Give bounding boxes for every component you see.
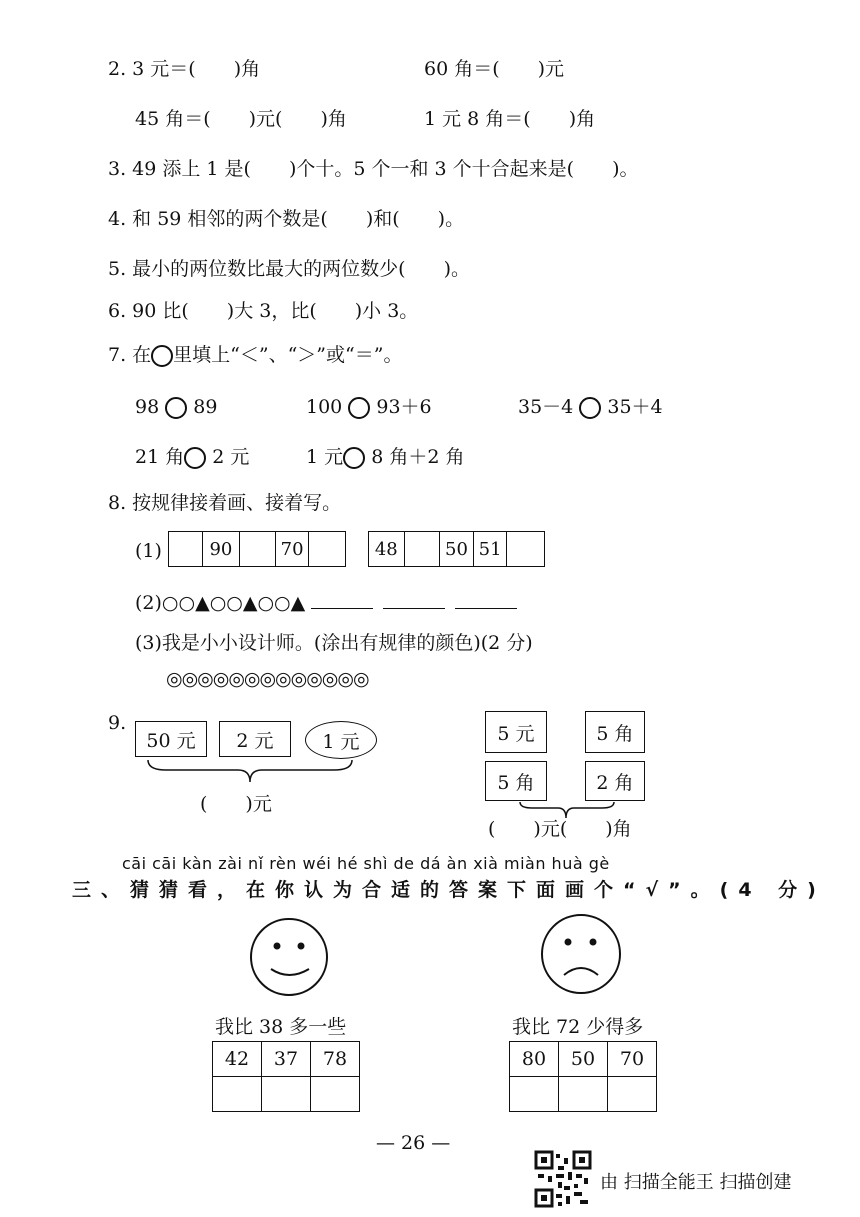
q8-p1-label: (1) [135, 540, 162, 562]
seq-cell[interactable] [309, 532, 345, 566]
seq-cell: 70 [276, 532, 310, 566]
seq-cell: 51 [474, 532, 508, 566]
left-caption: 我比 38 多一些 [215, 1016, 347, 1038]
check-cell[interactable] [262, 1077, 311, 1112]
pinyin-line: cāi cāi kàn zài nǐ rèn wéi hé shì de dá àn xià miàn huà gè [122, 854, 610, 873]
right-caption: 我比 72 少得多 [512, 1016, 644, 1038]
compare-circle[interactable] [343, 447, 365, 469]
shape-pattern: ○○▲○○▲○○▲ [161, 592, 306, 614]
compare-item: 35－4 35＋4 [518, 396, 663, 418]
smiley-face-icon [247, 915, 331, 999]
choice-value: 70 [608, 1042, 657, 1077]
q2-d: 1 元 8 角＝( )角 [424, 108, 596, 130]
q5: 5. 最小的两位数比最大的两位数少( )。 [108, 258, 470, 280]
check-cell[interactable] [311, 1077, 360, 1112]
compare-item: 21 角 2 元 [135, 446, 250, 468]
seq-cell[interactable] [240, 532, 276, 566]
compare-circle[interactable] [165, 397, 187, 419]
q2-c: 45 角＝( )元( )角 [135, 108, 347, 130]
page-number: — 26 — [376, 1132, 451, 1154]
q4: 4. 和 59 相邻的两个数是( )和( )。 [108, 208, 465, 230]
answer-blank[interactable] [311, 590, 373, 609]
left-brace-icon [146, 758, 356, 788]
circle-icon [151, 345, 173, 367]
seq-cell[interactable] [507, 532, 544, 566]
q9-left-answer: ( )元 [200, 793, 272, 815]
seq-cell[interactable] [405, 532, 441, 566]
compare-circle[interactable] [184, 447, 206, 469]
money-card: 5 元 [485, 711, 547, 753]
q8-p2 [135, 590, 517, 614]
money-card: 50 元 [135, 721, 207, 757]
money-card: 5 角 [485, 761, 547, 801]
q8-title: 8. 按规律接着画、接着写。 [108, 492, 342, 514]
choice-value: 37 [262, 1042, 311, 1077]
money-card: 5 角 [585, 711, 645, 753]
watermark-text: 由 扫描全能王 扫描创建 [600, 1172, 792, 1193]
answer-blank[interactable] [455, 590, 517, 609]
q3: 3. 49 添上 1 是( )个十。5 个一和 3 个十合起来是( )。 [108, 158, 639, 180]
seq-cell[interactable] [169, 532, 203, 566]
section3-heading: 三、猜猜看，在你认为合适的答案下面画个“√”。(4 分) [72, 879, 826, 901]
seq-cell: 90 [203, 532, 241, 566]
ring-pattern[interactable]: ◎◎◎◎◎◎◎◎◎◎◎◎◎ [166, 668, 369, 690]
money-card: 2 元 [219, 721, 291, 757]
q2-a: 2. 3 元＝( )角 [108, 58, 261, 80]
answer-blank[interactable] [383, 590, 445, 609]
seq-cell: 50 [440, 532, 474, 566]
q2-b: 60 角＝( )元 [424, 58, 565, 80]
q7-post: 里填上“＜”、“＞”或“＝”。 [173, 344, 403, 366]
right-choice-table [509, 1041, 657, 1112]
choice-value: 78 [311, 1042, 360, 1077]
compare-circle[interactable] [579, 397, 601, 419]
q7-title [108, 344, 402, 367]
seq-cell: 48 [369, 532, 405, 566]
check-cell[interactable] [608, 1077, 657, 1112]
money-card: 2 角 [585, 761, 645, 801]
coin: 1 元 [305, 721, 377, 759]
sad-face-icon [538, 911, 624, 997]
q8-p3: (3)我是小小设计师。(涂出有规律的颜色)(2 分) [135, 632, 533, 654]
qr-code-icon [534, 1150, 592, 1208]
left-choice-table [212, 1041, 360, 1112]
choice-value: 50 [559, 1042, 608, 1077]
choice-value: 80 [510, 1042, 559, 1077]
compare-item: 1 元 8 角＋2 角 [306, 446, 465, 468]
sequence-2 [368, 531, 545, 567]
compare-circle[interactable] [348, 397, 370, 419]
q9-right-answer: ( )元( )角 [488, 818, 632, 840]
sequence-1 [168, 531, 346, 567]
compare-item: 100 93＋6 [306, 396, 432, 418]
check-cell[interactable] [213, 1077, 262, 1112]
q9-label: 9. [108, 712, 127, 734]
q8-p2-label: (2) [135, 592, 162, 614]
choice-value: 42 [213, 1042, 262, 1077]
compare-item: 98 89 [135, 396, 218, 418]
q7-pre: 7. 在 [108, 344, 152, 366]
q6: 6. 90 比( )大 3，比( )小 3。 [108, 300, 419, 322]
check-cell[interactable] [510, 1077, 559, 1112]
check-cell[interactable] [559, 1077, 608, 1112]
